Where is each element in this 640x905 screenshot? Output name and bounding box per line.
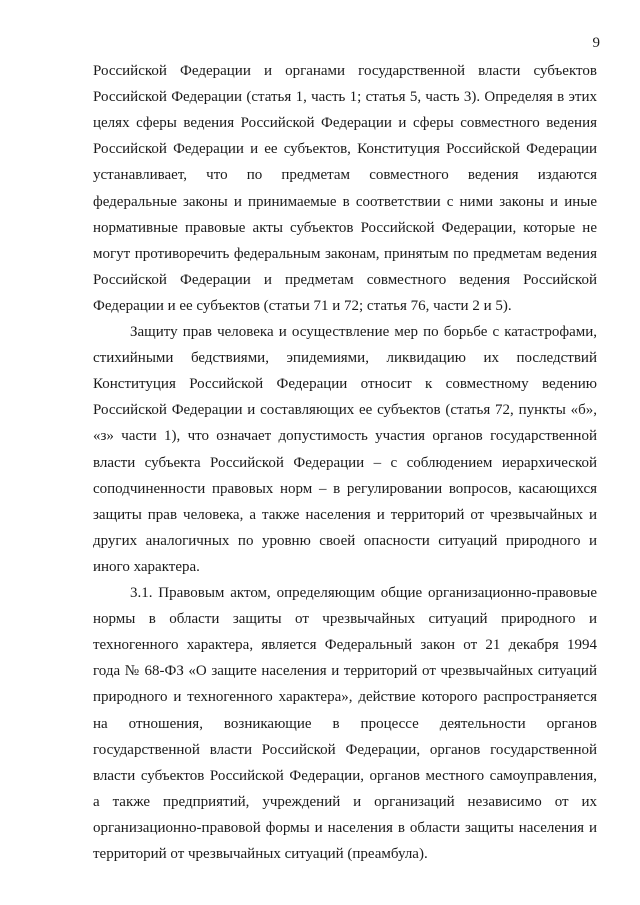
text-line: стихийными бедствиями, эпидемиями, ликвидацию их последствий: [93, 350, 597, 367]
page-number: 9: [592, 35, 600, 51]
text-line: Защиту прав человека и осуществление мер по борьбе с катастрофами,: [130, 324, 597, 340]
text-line: Российской Федерации и предметам совместного ведения Российской: [93, 271, 597, 288]
text-line: власти субъекта Российской Федерации – с соблюдением иерархической: [93, 454, 597, 471]
text-line: организационно-правовой формы и населения в области защиты населения и: [93, 819, 597, 836]
text-line: «з» части 1), что означает допустимость участия органов государственной: [93, 428, 597, 445]
text-line: Федерации и ее субъектов (статьи 71 и 72; статья 76, части 2 и 5).: [93, 297, 512, 314]
text-line: федеральные законы и принимаемые в соответствии с ними законы и иные: [93, 193, 597, 210]
text-line: других аналогичных по уровню своей опасности ситуаций природного и: [93, 532, 597, 549]
text-line: а также предприятий, учреждений и организаций независимо от их: [93, 793, 597, 810]
text-line: целях сферы ведения Российской Федерации и сферы совместного ведения: [93, 115, 597, 132]
text-line: Российской Федерации и органами государственной власти субъектов: [93, 63, 597, 79]
text-line: нормы в области защиты от чрезвычайных ситуаций природного и: [93, 611, 597, 628]
text-line: Российской Федерации и составляющих ее субъектов (статья 72, пункты «б»,: [93, 402, 597, 419]
text-line: года № 68-ФЗ «О защите населения и территорий от чрезвычайных ситуаций: [93, 663, 597, 680]
text-line: Российской Федерации и ее субъектов, Конституция Российской Федерации: [93, 141, 597, 158]
text-line: 3.1. Правовым актом, определяющим общие организационно-правовые: [130, 585, 597, 601]
text-line: на отношения, возникающие в процессе деятельности органов: [93, 715, 597, 732]
text-line: власти субъектов Российской Федерации, органов местного самоуправления,: [93, 767, 597, 784]
text-line: соподчиненности правовых норм – в регулировании вопросов, касающихся: [93, 480, 597, 497]
text-line: иного характера.: [93, 558, 200, 575]
text-line: устанавливает, что по предметам совместного ведения издаются: [93, 167, 597, 184]
text-line: территорий от чрезвычайных ситуаций (преамбула).: [93, 846, 428, 862]
text-line: Конституция Российской Федерации относит к совместному ведению: [93, 376, 597, 393]
text-line: государственной власти Российской Федерации, органов государственной: [93, 741, 597, 758]
text-line: могут противоречить федеральным законам, принятым по предметам ведения: [93, 245, 597, 262]
text-line: защиты прав человека, а также населения и территорий от чрезвычайных и: [93, 506, 597, 523]
text-line: нормативные правовые акты субъектов Российской Федерации, которые не: [93, 219, 597, 236]
text-line: техногенного характера, является Федеральный закон от 21 декабря 1994: [93, 637, 597, 654]
text-line: природного и техногенного характера», действие которого распространяется: [93, 689, 597, 706]
text-line: Российской Федерации (статья 1, часть 1; статья 5, часть 3). Определяя в этих: [93, 89, 597, 106]
